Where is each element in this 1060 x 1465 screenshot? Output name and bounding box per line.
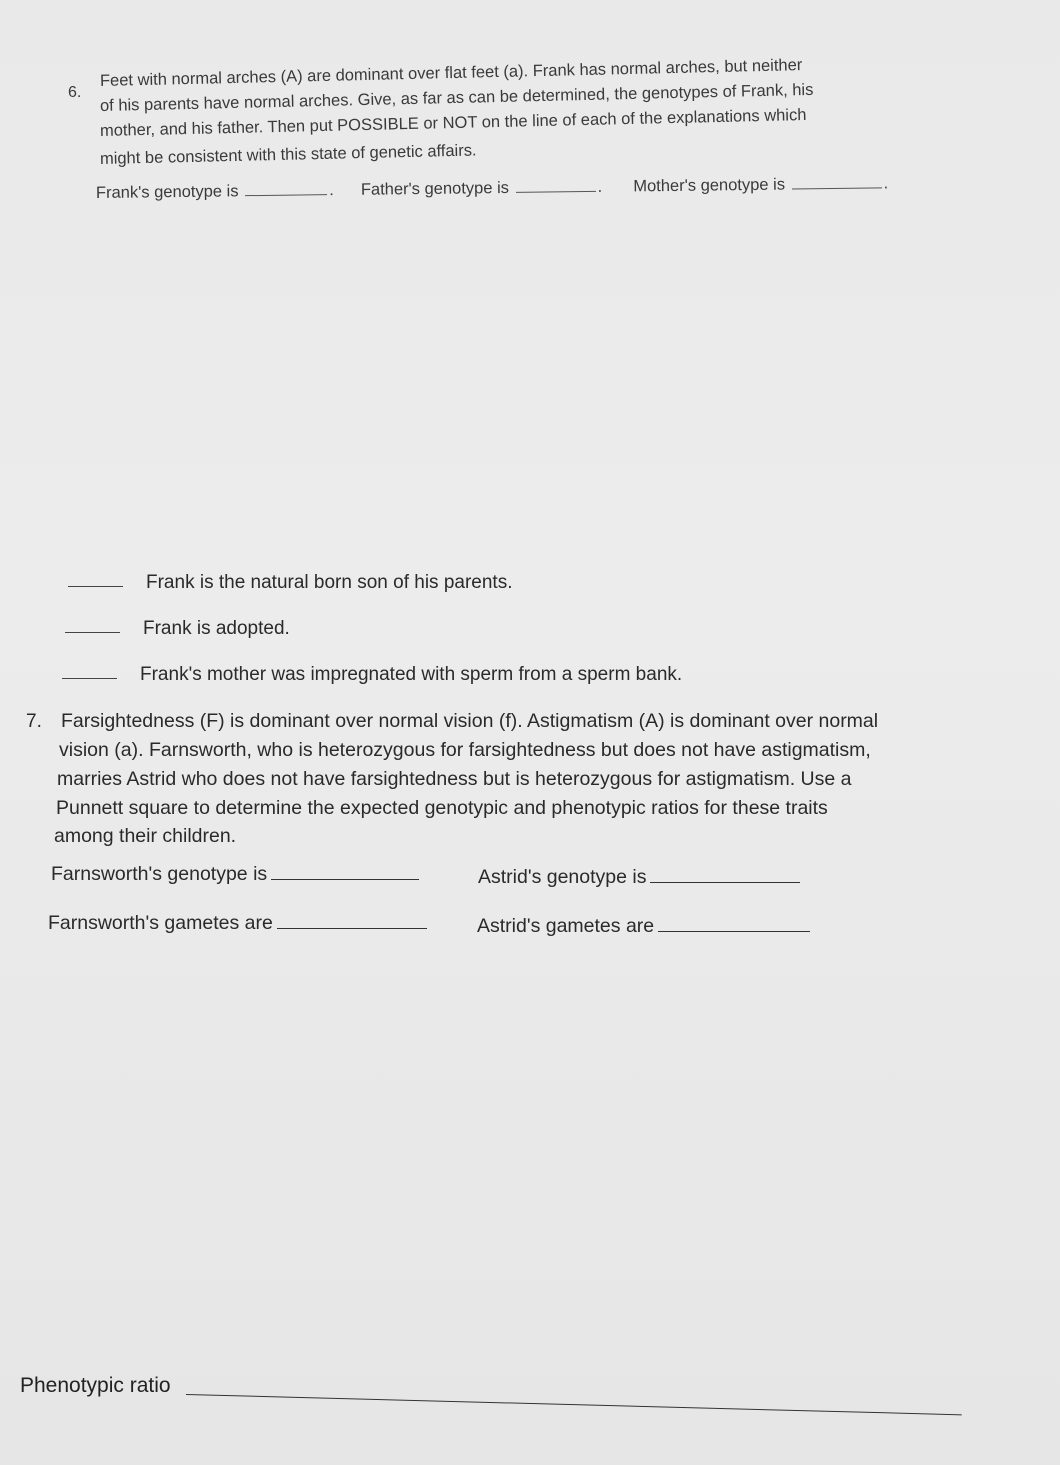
question-number: 7. bbox=[26, 711, 42, 732]
option-answer-blank[interactable] bbox=[68, 586, 123, 587]
question-7-text-line: among their children. bbox=[54, 825, 237, 847]
phenotypic-ratio-blank[interactable] bbox=[186, 1394, 962, 1415]
option-text: Frank's mother was impregnated with sperm from a sperm bank. bbox=[140, 664, 683, 685]
option-natural-born bbox=[146, 572, 512, 594]
father-genotype-label: Father's genotype is bbox=[360, 178, 510, 199]
question-6-text-line: might be consistent with this state of genetic affairs. bbox=[99, 141, 477, 168]
option-answer-blank[interactable] bbox=[65, 632, 120, 633]
father-genotype-blank[interactable] bbox=[516, 190, 596, 193]
option-adopted bbox=[143, 618, 290, 640]
question-6-text-line: mother, and his father. Then put POSSIBLE or NOT on the line of each of the explanations which bbox=[99, 105, 807, 140]
option-text: Frank is adopted. bbox=[143, 618, 290, 639]
genotype-answer-row: Frank's genotype is . Father's genotype is . Mother's genotype is . bbox=[95, 174, 889, 202]
astrid-gametes-blank[interactable] bbox=[658, 930, 810, 932]
question-7-text-line: Punnett square to determine the expected genotypic and phenotypic ratios for these traits bbox=[56, 797, 828, 819]
option-sperm-bank bbox=[140, 664, 682, 686]
question-6-text-line: of his parents have normal arches. Give, as far as can be determined, the genotypes of Frank, his bbox=[99, 80, 814, 115]
question-7-text-line: vision (a). Farnsworth, who is heterozygous for farsightedness but does not have astigmatism, bbox=[59, 739, 871, 761]
farnsworth-genotype-field bbox=[51, 863, 419, 886]
question-number: 6. bbox=[68, 84, 82, 101]
option-answer-blank[interactable] bbox=[62, 678, 117, 679]
question-6-text-line: Feet with normal arches (A) are dominant over flat feet (a). Frank has normal arches, but neither bbox=[99, 56, 803, 90]
question-7-text-line: Farsightedness (F) is dominant over normal vision (f). Astigmatism (A) is dominant over normal bbox=[61, 710, 879, 732]
frank-genotype-label: Frank's genotype is bbox=[95, 182, 239, 202]
question-7-text-line: marries Astrid who does not have farsightedness but is heterozygous for astigmatism. Use a bbox=[57, 768, 852, 790]
mother-genotype-blank[interactable] bbox=[792, 186, 882, 189]
astrid-gametes-label: Astrid's gametes are bbox=[477, 915, 655, 937]
mother-genotype-label: Mother's genotype is bbox=[633, 175, 786, 196]
phenotypic-ratio-label: Phenotypic ratio bbox=[20, 1374, 171, 1397]
farnsworth-genotype-label: Farnsworth's genotype is bbox=[51, 863, 268, 885]
frank-genotype-blank[interactable] bbox=[245, 193, 327, 196]
farnsworth-gametes-blank[interactable] bbox=[277, 927, 427, 929]
farnsworth-genotype-blank[interactable] bbox=[271, 878, 419, 880]
astrid-gametes-field bbox=[477, 915, 810, 938]
option-text: Frank is the natural born son of his parents. bbox=[146, 572, 513, 593]
astrid-genotype-field bbox=[478, 866, 800, 889]
astrid-genotype-blank[interactable] bbox=[650, 881, 800, 883]
farnsworth-gametes-field bbox=[48, 912, 427, 935]
farnsworth-gametes-label: Farnsworth's gametes are bbox=[48, 912, 273, 934]
astrid-genotype-label: Astrid's genotype is bbox=[478, 866, 647, 888]
